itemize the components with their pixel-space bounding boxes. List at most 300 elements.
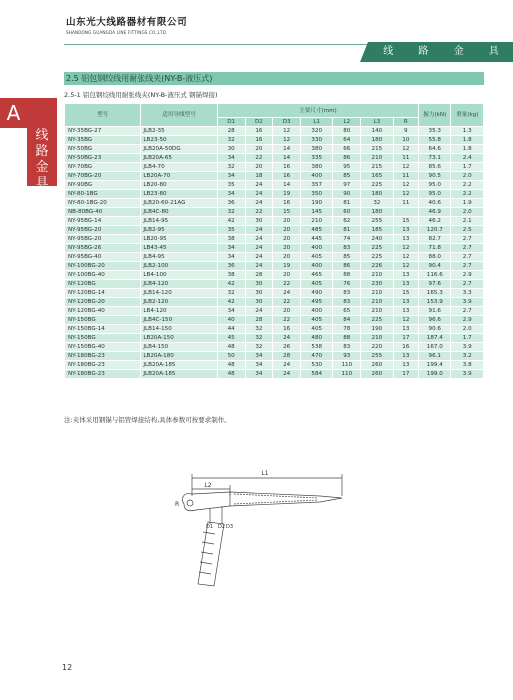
value-cell: 64.6 <box>419 145 451 154</box>
value-cell: 97.6 <box>419 280 451 289</box>
value-cell: 16 <box>245 136 273 145</box>
value-cell: 225 <box>361 253 393 262</box>
value-cell: 215 <box>361 145 393 154</box>
value-cell: 1.8 <box>451 145 484 154</box>
model-cell: NY-120BG-40 <box>65 307 141 316</box>
table-row <box>65 190 484 199</box>
model-cell: NB-80BG-40 <box>65 208 141 217</box>
value-cell: 40 <box>217 316 245 325</box>
value-cell: 17 <box>393 370 418 379</box>
value-cell: 28 <box>217 127 245 136</box>
value-cell: 46.9 <box>419 208 451 217</box>
value-cell: 210 <box>361 289 393 298</box>
value-cell: 78 <box>333 325 361 334</box>
value-cell: 22 <box>273 280 301 289</box>
value-cell: 32 <box>245 343 273 352</box>
conductor-cell: JLB20A-50DG <box>141 145 217 154</box>
value-cell: 30 <box>245 280 273 289</box>
column-header-d3: D3 <box>273 118 301 127</box>
table-note: 注:夹体采用钢锚与铝管焊接结构,具体参数可按要求制作。 <box>64 416 231 424</box>
conductor-cell: JLB4-70 <box>141 163 217 172</box>
value-cell: 12 <box>393 244 418 253</box>
value-cell: 30 <box>245 298 273 307</box>
value-cell: 13 <box>393 298 418 307</box>
model-cell: NY-150BG-40 <box>65 343 141 352</box>
value-cell: 95.0 <box>419 181 451 190</box>
value-cell: 2.7 <box>451 244 484 253</box>
value-cell: 40.6 <box>419 199 451 208</box>
value-cell: 34 <box>217 244 245 253</box>
value-cell: 11 <box>393 154 418 163</box>
value-cell: 24 <box>245 307 273 316</box>
value-cell: 495 <box>301 298 333 307</box>
value-cell: 30 <box>245 289 273 298</box>
value-cell: 20 <box>245 145 273 154</box>
value-cell: 480 <box>301 334 333 343</box>
conductor-cell: JLB2-95 <box>141 226 217 235</box>
value-cell: 225 <box>361 181 393 190</box>
value-cell: 320 <box>301 127 333 136</box>
value-cell: 62 <box>333 217 361 226</box>
value-cell: 12 <box>393 316 418 325</box>
value-cell: 2.4 <box>451 154 484 163</box>
table-row <box>65 226 484 235</box>
table-row <box>65 127 484 136</box>
value-cell: 30 <box>245 217 273 226</box>
value-cell: 140 <box>361 127 393 136</box>
value-cell: 357 <box>301 181 333 190</box>
value-cell: 120.7 <box>419 226 451 235</box>
value-cell: 42 <box>217 280 245 289</box>
value-cell: 187.4 <box>419 334 451 343</box>
model-cell: NY-180BG-23 <box>65 370 141 379</box>
value-cell: 83 <box>333 343 361 352</box>
conductor-cell: LB20A-180 <box>141 352 217 361</box>
side-tab-char: 具 <box>35 176 49 191</box>
value-cell: 380 <box>301 163 333 172</box>
value-cell: 96.6 <box>419 316 451 325</box>
model-cell: NY-80-1BG <box>65 190 141 199</box>
value-cell: 16 <box>393 343 418 352</box>
value-cell: 400 <box>301 172 333 181</box>
value-cell: 405 <box>301 316 333 325</box>
side-tab-char: 线 <box>35 128 49 143</box>
value-cell: 32 <box>361 199 393 208</box>
value-cell: 165.3 <box>419 289 451 298</box>
value-cell: 42 <box>217 217 245 226</box>
value-cell: 145 <box>301 208 333 217</box>
value-cell: 9 <box>393 127 418 136</box>
side-tab-letter: A <box>0 98 27 128</box>
value-cell: 210 <box>361 271 393 280</box>
conductor-cell: JLB4-95 <box>141 253 217 262</box>
conductor-cell: JLB4-150 <box>141 343 217 352</box>
column-header-l1: L1 <box>301 118 333 127</box>
value-cell: 13 <box>393 325 418 334</box>
value-cell: 2.2 <box>451 190 484 199</box>
value-cell: 12 <box>393 253 418 262</box>
value-cell: 73.1 <box>419 154 451 163</box>
value-cell: 24 <box>273 334 301 343</box>
value-cell: 44 <box>217 325 245 334</box>
value-cell: 96.1 <box>419 352 451 361</box>
value-cell: 28 <box>273 352 301 361</box>
value-cell: 3.2 <box>451 352 484 361</box>
section-title: 2.5 铝包钢绞线用耐张线夹(NY-B-液压式) <box>64 72 484 85</box>
conductor-cell: LB43-45 <box>141 244 217 253</box>
model-cell: NY-95BG-14 <box>65 217 141 226</box>
conductor-cell: JLB20A-185 <box>141 370 217 379</box>
value-cell: 38 <box>217 235 245 244</box>
value-cell: 50 <box>217 352 245 361</box>
value-cell: 15 <box>393 289 418 298</box>
value-cell: 215 <box>361 163 393 172</box>
value-cell: 20 <box>273 253 301 262</box>
value-cell: 45 <box>217 334 245 343</box>
column-header-l2: L2 <box>333 118 361 127</box>
value-cell <box>393 208 418 217</box>
value-cell: 470 <box>301 352 333 361</box>
value-cell: 180 <box>361 208 393 217</box>
value-cell: 34 <box>245 361 273 370</box>
value-cell: 12 <box>393 181 418 190</box>
value-cell: 210 <box>361 154 393 163</box>
value-cell: 24 <box>245 199 273 208</box>
value-cell: 12 <box>393 145 418 154</box>
conductor-cell: JLB14-120 <box>141 289 217 298</box>
table-row <box>65 289 484 298</box>
value-cell: 15 <box>393 217 418 226</box>
value-cell: 83 <box>333 298 361 307</box>
value-cell: 230 <box>361 280 393 289</box>
value-cell: 36 <box>217 262 245 271</box>
value-cell: 405 <box>301 280 333 289</box>
value-cell: 93 <box>333 352 361 361</box>
model-cell: NY-120BG <box>65 280 141 289</box>
value-cell: 490 <box>301 289 333 298</box>
value-cell: 199.4 <box>419 361 451 370</box>
value-cell: 12 <box>273 136 301 145</box>
table-row <box>65 343 484 352</box>
value-cell: 445 <box>301 235 333 244</box>
value-cell: 110 <box>333 361 361 370</box>
value-cell: 34 <box>217 307 245 316</box>
value-cell: 32 <box>217 289 245 298</box>
table-row <box>65 181 484 190</box>
model-cell: NY-70BG <box>65 163 141 172</box>
column-header-weight: 重量(kg) <box>451 104 484 127</box>
conductor-cell: LB20-95 <box>141 235 217 244</box>
dim-label-r: R <box>175 501 180 508</box>
side-tab-char: 金 <box>35 160 49 175</box>
value-cell: 32 <box>217 163 245 172</box>
company-name-cn: 山东光大线路器材有限公司 <box>66 17 188 28</box>
table-row <box>65 199 484 208</box>
value-cell: 35.3 <box>419 127 451 136</box>
value-cell: 28 <box>245 271 273 280</box>
table-row <box>65 208 484 217</box>
model-cell: NY-35BG <box>65 136 141 145</box>
table-header-row <box>65 104 484 118</box>
value-cell: 22 <box>245 208 273 217</box>
value-cell: 22 <box>273 298 301 307</box>
dim-label-l2: L2 <box>204 482 212 489</box>
value-cell: 110 <box>333 370 361 379</box>
side-tab-char: 路 <box>35 144 49 159</box>
conductor-cell: LB4-120 <box>141 307 217 316</box>
conductor-cell: JLB2-100 <box>141 262 217 271</box>
side-tab-category <box>27 98 57 191</box>
value-cell: 199.0 <box>419 370 451 379</box>
value-cell: 20 <box>273 235 301 244</box>
column-header-d2: D2 <box>245 118 273 127</box>
conductor-cell: LB20-80 <box>141 181 217 190</box>
value-cell: 185 <box>361 226 393 235</box>
value-cell: 90.5 <box>419 172 451 181</box>
value-cell: 210 <box>361 334 393 343</box>
value-cell: 15 <box>273 208 301 217</box>
value-cell: 2.0 <box>451 208 484 217</box>
value-cell: 85 <box>333 253 361 262</box>
value-cell: 97 <box>333 181 361 190</box>
model-cell: NY-95BG-40 <box>65 253 141 262</box>
value-cell: 20 <box>273 244 301 253</box>
model-cell: NY-150BG-14 <box>65 325 141 334</box>
value-cell: 400 <box>301 307 333 316</box>
value-cell: 24 <box>245 235 273 244</box>
value-cell: 210 <box>301 217 333 226</box>
value-cell: 95 <box>333 163 361 172</box>
dim-label-l1: L1 <box>261 470 269 477</box>
value-cell: 86 <box>333 262 361 271</box>
value-cell: 1.7 <box>451 334 484 343</box>
value-cell: 167.0 <box>419 343 451 352</box>
column-header-l3: L3 <box>361 118 393 127</box>
value-cell: 16 <box>245 127 273 136</box>
value-cell: 2.7 <box>451 235 484 244</box>
value-cell: 12 <box>393 262 418 271</box>
column-header-r: R <box>393 118 418 127</box>
conductor-cell: LB4-100 <box>141 271 217 280</box>
value-cell: 48 <box>217 361 245 370</box>
model-cell: NY-100BG-40 <box>65 271 141 280</box>
dim-label-d3: D3 <box>226 524 234 530</box>
value-cell: 1.7 <box>451 163 484 172</box>
value-cell: 3.3 <box>451 289 484 298</box>
value-cell: 14 <box>273 181 301 190</box>
conductor-cell: JLB2-120 <box>141 298 217 307</box>
model-cell: NY-150BG <box>65 334 141 343</box>
model-cell: NY-180BG-23 <box>65 361 141 370</box>
value-cell: 240 <box>361 235 393 244</box>
value-cell: 530 <box>301 361 333 370</box>
value-cell: 190 <box>361 325 393 334</box>
value-cell: 14 <box>273 145 301 154</box>
value-cell: 12 <box>273 127 301 136</box>
model-cell: NY-90BG <box>65 181 141 190</box>
value-cell: 71.8 <box>419 244 451 253</box>
value-cell: 84 <box>333 316 361 325</box>
conductor-cell: LB20A-150 <box>141 334 217 343</box>
value-cell: 2.1 <box>451 217 484 226</box>
conductor-cell: JLB20A-185 <box>141 361 217 370</box>
table-row <box>65 370 484 379</box>
table-row <box>65 235 484 244</box>
company-header <box>66 14 226 35</box>
value-cell: 48 <box>217 370 245 379</box>
value-cell: 19 <box>273 262 301 271</box>
column-header-model: 型号 <box>65 104 141 127</box>
model-cell: NY-50BG-23 <box>65 154 141 163</box>
value-cell: 180 <box>361 136 393 145</box>
value-cell: 12 <box>393 190 418 199</box>
value-cell: 16 <box>273 172 301 181</box>
model-cell: NY-95BG-20 <box>65 235 141 244</box>
value-cell: 35 <box>217 181 245 190</box>
conductor-cell: JLB14-95 <box>141 217 217 226</box>
value-cell: 24 <box>245 181 273 190</box>
value-cell: 116.6 <box>419 271 451 280</box>
table-row <box>65 352 484 361</box>
value-cell: 225 <box>361 244 393 253</box>
value-cell: 13 <box>393 235 418 244</box>
value-cell: 48 <box>217 343 245 352</box>
value-cell: 82.7 <box>419 235 451 244</box>
value-cell: 14 <box>273 154 301 163</box>
table-row <box>65 271 484 280</box>
value-cell: 80 <box>333 127 361 136</box>
value-cell: 34 <box>217 172 245 181</box>
value-cell: 255 <box>361 217 393 226</box>
model-cell: NY-50BG <box>65 145 141 154</box>
table-row <box>65 154 484 163</box>
value-cell: 66 <box>333 145 361 154</box>
value-cell: 90.4 <box>419 262 451 271</box>
value-cell: 405 <box>301 325 333 334</box>
spec-table <box>64 103 484 379</box>
table-body <box>65 127 484 379</box>
value-cell: 13 <box>393 280 418 289</box>
value-cell: 34 <box>217 154 245 163</box>
value-cell: 260 <box>361 361 393 370</box>
value-cell: 88 <box>333 271 361 280</box>
value-cell: 13 <box>393 361 418 370</box>
conductor-cell: JLB4C-80 <box>141 208 217 217</box>
value-cell: 26 <box>273 343 301 352</box>
value-cell: 1.9 <box>451 199 484 208</box>
value-cell: 32 <box>245 334 273 343</box>
table-row <box>65 325 484 334</box>
value-cell: 2.7 <box>451 307 484 316</box>
value-cell: 90.6 <box>419 325 451 334</box>
table-row <box>65 163 484 172</box>
value-cell: 20 <box>273 226 301 235</box>
value-cell: 538 <box>301 343 333 352</box>
model-cell: NY-180BG-23 <box>65 352 141 361</box>
table-row <box>65 217 484 226</box>
value-cell: 32 <box>245 325 273 334</box>
column-header-conductor: 适用导线型号 <box>141 104 217 127</box>
model-cell: NY-150BG <box>65 316 141 325</box>
value-cell: 3.9 <box>451 343 484 352</box>
value-cell: 16 <box>273 163 301 172</box>
value-cell: 32 <box>217 208 245 217</box>
value-cell: 74 <box>333 235 361 244</box>
dim-label-d2: D2 <box>218 524 226 530</box>
value-cell: 2.7 <box>451 253 484 262</box>
clamp-drawing <box>170 462 360 592</box>
value-cell: 2.5 <box>451 226 484 235</box>
value-cell: 83 <box>333 244 361 253</box>
value-cell: 165 <box>361 172 393 181</box>
value-cell: 88 <box>333 334 361 343</box>
value-cell: 24 <box>245 244 273 253</box>
model-cell: NY-70BG-20 <box>65 172 141 181</box>
value-cell: 1.3 <box>451 127 484 136</box>
table-row <box>65 262 484 271</box>
column-header-strength: 握力(kN) <box>419 104 451 127</box>
value-cell: 10 <box>393 136 418 145</box>
value-cell: 3.9 <box>451 370 484 379</box>
conductor-cell: JLB20-60-21AG <box>141 199 217 208</box>
value-cell: 20 <box>273 217 301 226</box>
dim-label-d1: D1 <box>206 524 214 530</box>
value-cell: 83 <box>333 289 361 298</box>
category-tab: 线 路 金 具 <box>368 42 513 62</box>
value-cell: 3.8 <box>451 361 484 370</box>
value-cell: 36 <box>217 199 245 208</box>
model-cell: NY-95BG-20 <box>65 226 141 235</box>
page-number: 12 <box>62 663 73 672</box>
value-cell: 465 <box>301 271 333 280</box>
table-row <box>65 361 484 370</box>
value-cell: 225 <box>361 316 393 325</box>
value-cell: 24 <box>245 190 273 199</box>
table-row <box>65 280 484 289</box>
value-cell: 1.8 <box>451 136 484 145</box>
model-cell: NY-35BG-27 <box>65 127 141 136</box>
value-cell: 485 <box>301 226 333 235</box>
value-cell: 260 <box>361 370 393 379</box>
value-cell: 24 <box>245 253 273 262</box>
value-cell: 30 <box>217 145 245 154</box>
value-cell: 16 <box>273 325 301 334</box>
table-row <box>65 334 484 343</box>
value-cell: 24 <box>273 361 301 370</box>
value-cell: 28 <box>245 316 273 325</box>
value-cell: 95.0 <box>419 190 451 199</box>
column-header-dimensions: 主要尺寸(mm) <box>217 104 418 118</box>
value-cell: 210 <box>361 307 393 316</box>
value-cell: 335 <box>301 154 333 163</box>
value-cell: 91.6 <box>419 307 451 316</box>
value-cell: 24 <box>273 370 301 379</box>
value-cell: 32 <box>217 136 245 145</box>
value-cell: 220 <box>361 343 393 352</box>
value-cell: 22 <box>245 154 273 163</box>
value-cell: 85.6 <box>419 163 451 172</box>
value-cell: 20 <box>245 163 273 172</box>
value-cell: 11 <box>393 172 418 181</box>
model-cell: NY-80-1BG-20 <box>65 199 141 208</box>
value-cell: 350 <box>301 190 333 199</box>
value-cell: 13 <box>393 226 418 235</box>
table-row <box>65 298 484 307</box>
table-row <box>65 316 484 325</box>
value-cell: 180 <box>361 190 393 199</box>
value-cell: 19 <box>273 190 301 199</box>
value-cell: 18 <box>245 172 273 181</box>
